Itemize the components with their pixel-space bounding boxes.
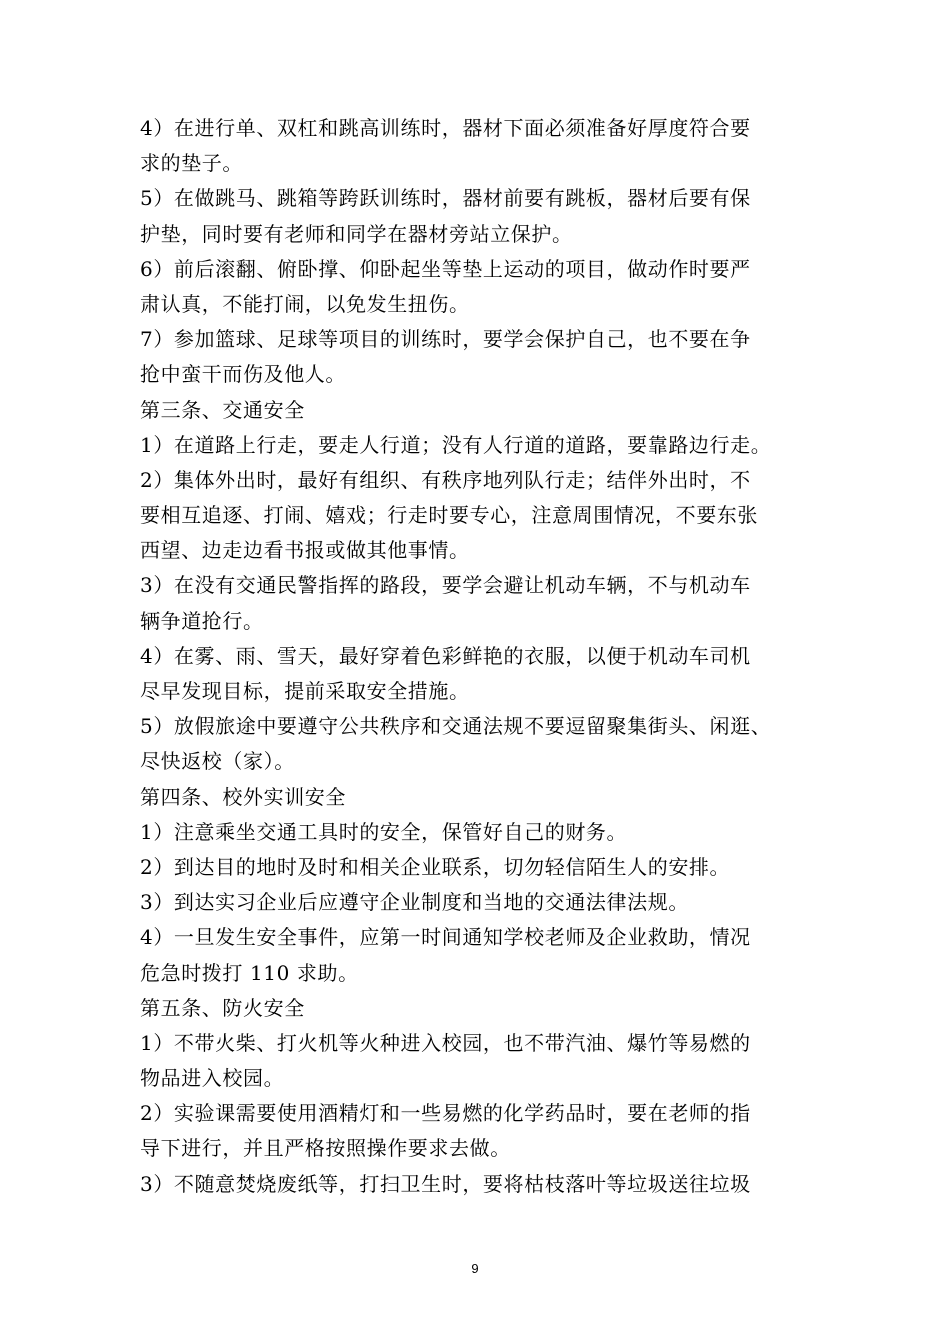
text-line: 6）前后滚翻、俯卧撑、仰卧起坐等垫上运动的项目，做动作时要严 [140,256,751,281]
text-line: 3）在没有交通民警指挥的路段，要学会避让机动车辆，不与机动车 [140,573,751,598]
page-number: 9 [471,1261,479,1276]
text-line: 要相互追逐、打闹、嬉戏；行走时要专心，注意周围情况，不要东张 [140,503,758,528]
text-line: 肃认真，不能打闹，以免发生扭伤。 [140,291,470,316]
section-heading: 第三条、交通安全 [140,397,305,422]
text-line: 1）在道路上行走，要走人行道；没有人行道的道路，要靠路边行走。 [140,432,772,457]
text-line: 2）实验课需要使用酒精灯和一些易燃的化学药品时，要在老师的指 [140,1101,751,1126]
text-line: 7）参加篮球、足球等项目的训练时，要学会保护自己，也不要在争 [140,327,751,352]
text-line: 辆争道抢行。 [140,608,264,633]
text-line: 护垫，同时要有老师和同学在器材旁站立保护。 [140,221,573,246]
text-line: 4）在雾、雨、雪天，最好穿着色彩鲜艳的衣服，以便于机动车司机 [140,643,751,668]
text-line: 抢中蛮干而伤及他人。 [140,362,346,387]
section-heading: 第五条、防火安全 [140,995,305,1020]
text-line: 物品进入校园。 [140,1066,285,1091]
text-line: 4）在进行单、双杠和跳高训练时，器材下面必须准备好厚度符合要 [140,116,751,140]
text-line: 3）不随意焚烧废纸等，打扫卫生时，要将枯枝落叶等垃圾送往垃圾 [140,1171,751,1196]
document-body [140,111,820,1202]
text-line: 5）在做跳马、跳箱等跨跃训练时，器材前要有跳板，器材后要有保 [140,186,751,211]
text-line: 尽早发现目标，提前采取安全措施。 [140,679,470,703]
text-line: 3）到达实习企业后应遵守企业制度和当地的交通法律法规。 [140,890,689,915]
text-line: 2）集体外出时，最好有组织、有秩序地列队行走；结伴外出时，不 [140,467,751,492]
text-line: 2）到达目的地时及时和相关企业联系，切勿轻信陌生人的安排。 [140,854,731,879]
section-heading: 第四条、校外实训安全 [140,784,346,809]
text-line: 1）注意乘坐交通工具时的安全，保管好自己的财务。 [140,819,628,844]
text-line: 1）不带火柴、打火机等火种进入校园，也不带汽油、爆竹等易燃的 [140,1030,751,1055]
text-line: 导下进行，并且严格按照操作要求去做。 [140,1136,511,1161]
text-line: 尽快返校（家）。 [140,749,295,774]
text-line: 危急时拨打 110 求助。 [140,960,359,985]
text-line: 西望、边走边看书报或做其他事情。 [140,538,470,563]
text-line: 5）放假旅途中要遵守公共秩序和交通法规不要逗留聚集街头、闲逛、 [140,714,772,739]
text-line: 4）一旦发生安全事件，应第一时间通知学校老师及企业救助，情况 [140,925,751,950]
text-line: 求的垫子。 [140,151,243,176]
